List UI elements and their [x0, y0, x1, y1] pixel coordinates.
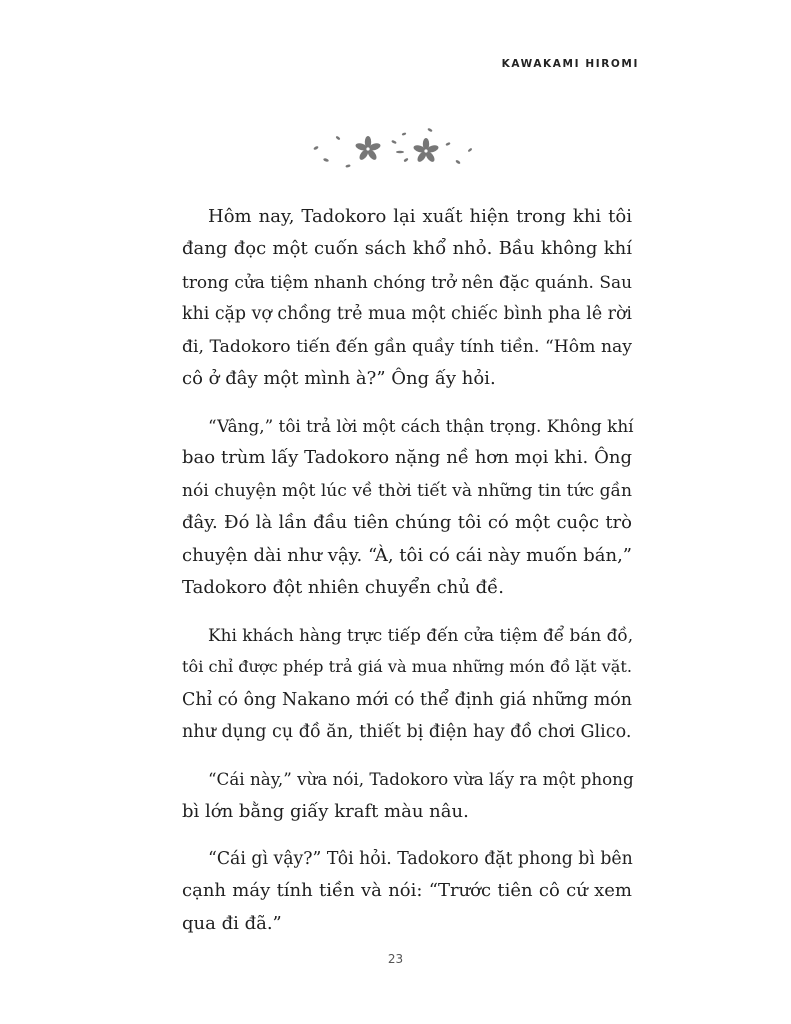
text-line: “Vâng,” tôi trả lời một cách thận trọng. Không khí — [208, 416, 634, 437]
text-line: Tadokoro đột nhiên chuyển chủ đề. — [182, 577, 504, 599]
text-line: cô ở đây một mình à?” Ông ấy hỏi. — [182, 368, 496, 390]
text-line: “Cái này,” vừa nói, Tadokoro vừa lấy ra một phong — [208, 769, 634, 790]
text-line: qua đi đã.” — [182, 912, 282, 934]
paragraph-2 — [182, 410, 632, 604]
text-line: đi, Tadokoro tiến đến gần quầy tính tiền. “Hôm nay — [182, 336, 632, 357]
page-number: 23 — [387, 952, 404, 966]
text-line: chuyện dài như vậy. “À, tôi có cái này muốn bán,” — [182, 544, 632, 566]
sakura-ornament-icon — [308, 124, 480, 174]
text-line: bì lớn bằng giấy kraft màu nâu. — [182, 800, 469, 822]
paragraph-1 — [182, 201, 632, 395]
text-line: trong cửa tiệm nhanh chóng trở nên đặc quánh. Sau — [182, 271, 632, 292]
text-line: nói chuyện một lúc về thời tiết và những tin tức gần — [182, 480, 632, 501]
body-text — [182, 201, 632, 955]
text-line: đây. Đó là lần đầu tiên chúng tôi có một cuộc trò — [182, 512, 632, 534]
text-line: như dụng cụ đồ ăn, thiết bị điện hay đồ chơi Glico. — [182, 722, 632, 743]
text-line: Khi khách hàng trực tiếp đến cửa tiệm để bán đồ, — [208, 625, 634, 646]
paragraph-3 — [182, 619, 632, 749]
text-line: bao trùm lấy Tadokoro nặng nề hơn mọi khi. Ông — [182, 447, 632, 469]
running-header-author: KAWAKAMI HIROMI — [501, 58, 639, 70]
paragraph-5 — [182, 843, 632, 940]
text-line: Chỉ có ông Nakano mới có thể định giá những món — [182, 689, 632, 710]
text-line: đang đọc một cuốn sách khổ nhỏ. Bầu không khí — [182, 238, 632, 260]
text-line: tôi chỉ được phép trả giá và mua những món đồ lặt vặt. — [182, 657, 632, 677]
text-line: cạnh máy tính tiền và nói: “Trước tiên cô cứ xem — [182, 880, 632, 902]
text-line: “Cái gì vậy?” Tôi hỏi. Tadokoro đặt phong bì bên — [208, 848, 633, 869]
text-line: khi cặp vợ chồng trẻ mua một chiếc bình pha lê rời — [182, 304, 632, 325]
text-line: Hôm nay, Tadokoro lại xuất hiện trong khi tôi — [208, 206, 632, 227]
paragraph-4 — [182, 763, 632, 828]
